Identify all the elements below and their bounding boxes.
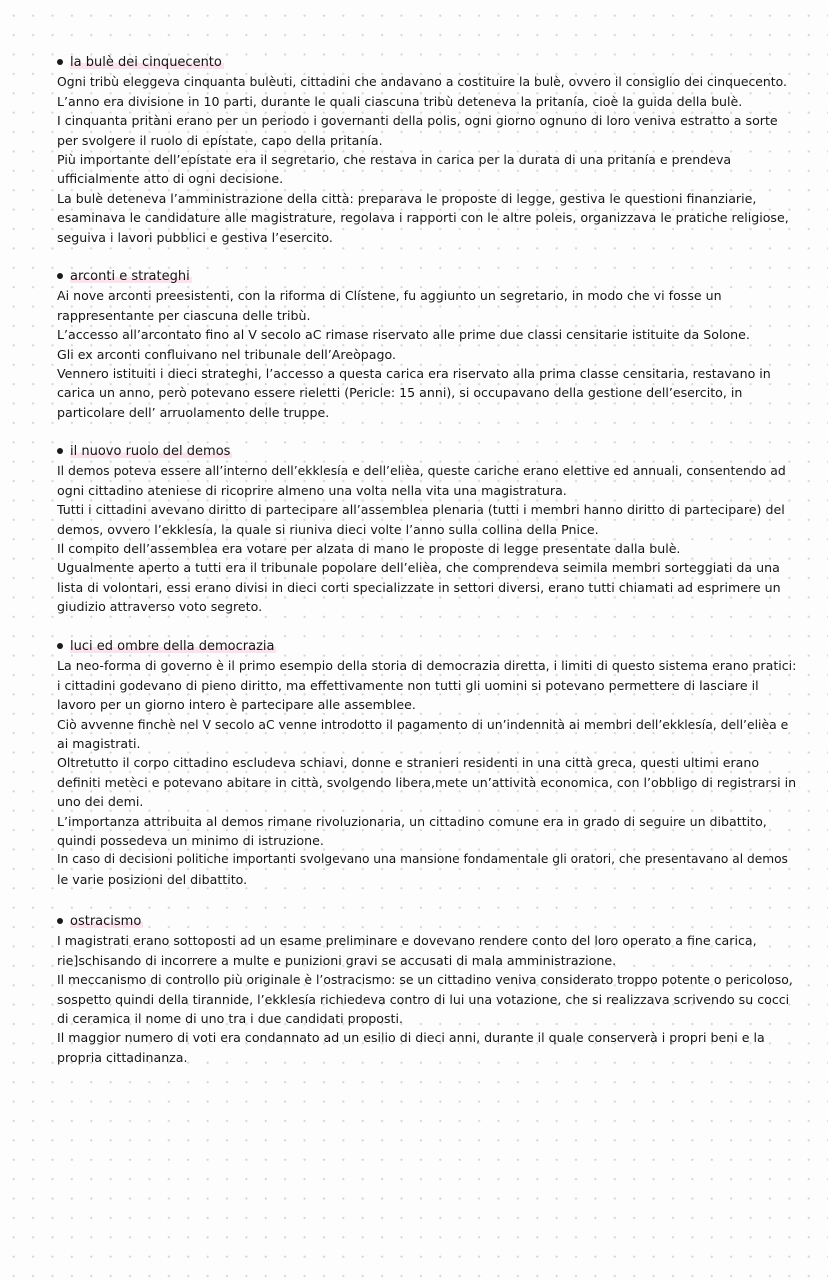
text-line: L’accesso all’arcontato fino al V secolo aC rimase riservato alle prime due classi censitarie istituite da Solone. bbox=[57, 327, 750, 343]
text-line: propria cittadinanza. bbox=[57, 1049, 188, 1065]
text-line: Oltretutto il corpo cittadino escludeva schiavi, donne e stranieri residenti in una città greca, questi ultimi erano bbox=[57, 755, 760, 771]
section-luci-ombre bbox=[57, 637, 797, 889]
text-line: i cittadini godevano di pieno diritto, ma effettivamente non tutti gli uomini si potevano permettere di lasciare il bbox=[57, 677, 759, 693]
section-arconti-strateghi bbox=[57, 267, 797, 422]
bullet-icon bbox=[57, 59, 63, 65]
text-line: I cinquanta pritàni erano per un periodo i governanti della polis, ogni giorno ognuno di loro veniva estratto a sorte bbox=[57, 113, 778, 129]
text-line: uno dei demi. bbox=[57, 794, 144, 810]
text-line: Ogni tribù eleggeva cinquanta bulèuti, cittadini che andavano a costituire la bulè, ovvero il consiglio dei cinquecento. bbox=[57, 74, 787, 90]
text-line: carica un anno, però potevano essere rieletti (Pericle: 15 anni), si occupavano della gestione dell’esercito, in bbox=[57, 385, 743, 401]
text-line: L’anno era divisione in 10 parti, durante le quali ciascuna tribù deteneva la pritanía, cioè la guida della bulè. bbox=[57, 93, 743, 109]
text-line: In caso di decisioni politiche importanti svolgevano una mansione fondamentale gli oratori, che presentavano al demos bbox=[57, 852, 788, 867]
section-heading: il nuovo ruolo del demos bbox=[57, 442, 797, 461]
text-line: Vennero istituiti i dieci strateghi, l’accesso a questa carica era riservato alla prima classe censitaria, restavano in bbox=[57, 365, 771, 381]
section-nuovo-ruolo-demos bbox=[57, 442, 797, 617]
text-line: ufficialmente atto di ogni decisione. bbox=[57, 171, 284, 187]
text-line: La neo-forma di governo è il primo esempio della storia di democrazia diretta, i limiti di questo sistema erano pratici: bbox=[57, 658, 797, 674]
text-line: di ceramica il nome di uno tra i due candidati proposti. bbox=[57, 1010, 403, 1026]
text-line: seguiva i lavori pubblici e gestiva l’esercito. bbox=[57, 229, 333, 245]
text-line: La bulè deteneva l’amministrazione della città: preparava le proposte di legge, gestiva le questioni finanziarie, bbox=[57, 190, 757, 206]
text-line: ai magistrati. bbox=[57, 735, 141, 751]
text-line: Il compito dell’assemblea era votare per alzata di mano le proposte di legge presentate dalla bulè. bbox=[57, 540, 681, 556]
bullet-icon bbox=[57, 918, 63, 924]
text-line: lavoro per un giorno intero è partecipare alle assemblee. bbox=[57, 697, 416, 713]
text-line: Ugualmente aperto a tutti era il tribunale popolare dell’elièa, che comprendeva seimila membri sorteggiati da una bbox=[57, 560, 780, 576]
bullet-icon bbox=[57, 273, 63, 279]
text-line: Tutti i cittadini avevano diritto di partecipare all’assemblea plenaria (tutti i membri hanno diritto di partecipare) del bbox=[57, 502, 785, 518]
text-line: Il maggior numero di voti era condannato ad un esilio di dieci anni, durante il quale conserverà i propri beni e la bbox=[57, 1030, 765, 1046]
text-line: giudizio attraverso voto segreto. bbox=[57, 599, 263, 615]
text-line: lista di volontari, essi erano divisi in dieci corti specializzate in settori diversi, erano tutti chiamati ad esprimere un bbox=[57, 579, 781, 595]
section-bule bbox=[57, 53, 797, 247]
text-line: Il demos poteva essere all’interno dell’ekklesía e dell’elièa, queste cariche erano elettive ed annuali, consentendo ad bbox=[57, 463, 786, 479]
text-line: quindi possedeva un minimo di istruzione. bbox=[57, 832, 324, 848]
section-ostracismo bbox=[57, 912, 797, 1067]
bullet-icon bbox=[57, 448, 63, 454]
text-line: definiti metèci e potevano abitare in città, svolgendo libera,mete un’attività economica, con l’obbligo di registrarsi in bbox=[57, 774, 797, 790]
text-line: Gli ex arconti confluivano nel tribunale dell’Areòpago. bbox=[57, 346, 396, 362]
text-line: sospetto quindi della tirannide, l’ekklesía richiedeva contro di lui una votazione, che si realizzava scrivendo su cocci bbox=[57, 991, 790, 1007]
text-line: Più importante dell’epístate era il segretario, che restava in carica per la durata di una pritanía e prendeva bbox=[57, 151, 732, 167]
section-heading: arconti e strateghi bbox=[57, 267, 797, 286]
bullet-icon bbox=[57, 643, 63, 649]
text-line: I magistrati erano sottoposti ad un esame preliminare e dovevano rendere conto del loro operato a fine carica, bbox=[57, 933, 757, 949]
text-line: ogni cittadino ateniese di ricoprire almeno una volta nella vita una magistratura. bbox=[57, 482, 567, 498]
section-heading: la bulè dei cinquecento bbox=[57, 53, 797, 72]
text-line: Ciò avvenne finchè nel V secolo aC venne introdotto il pagamento di un’indennità ai membri dell’ekklesía, dell’elièa e bbox=[57, 716, 789, 732]
text-line: per svolgere il ruolo di epístate, capo della pritanía. bbox=[57, 132, 383, 148]
section-heading: ostracismo bbox=[57, 912, 797, 931]
text-line: rappresentante per ciascuna delle tribù. bbox=[57, 307, 311, 323]
text-line: Il meccanismo di controllo più originale è l’ostracismo: se un cittadino veniva considerato troppo potente o pericoloso, bbox=[57, 972, 793, 988]
section-heading: luci ed ombre della democrazia bbox=[57, 637, 797, 656]
text-line: L’importanza attribuita al demos rimane rivoluzionaria, un cittadino comune era in grado di seguire un dibattito, bbox=[57, 813, 767, 829]
text-line: esaminava le candidature alle magistrature, regolava i rapporti con le altre poleis, organizzava le pratiche religiose, bbox=[57, 210, 789, 226]
text-line: particolare dell’ arruolamento delle truppe. bbox=[57, 404, 330, 420]
text-line: Ai nove arconti preesistenti, con la riforma di Clístene, fu aggiunto un segretario, in modo che vi fosse un bbox=[57, 288, 722, 304]
text-line: le varie posizioni del dibattito. bbox=[57, 871, 248, 887]
text-line: demos, ovvero l’ekklesía, la quale si riuniva dieci volte l’anno sulla collina della Pnice. bbox=[57, 521, 599, 537]
text-line: rie]schisando di incorrere a multe e punizioni gravi se accusati di mala amministrazione. bbox=[57, 952, 617, 968]
